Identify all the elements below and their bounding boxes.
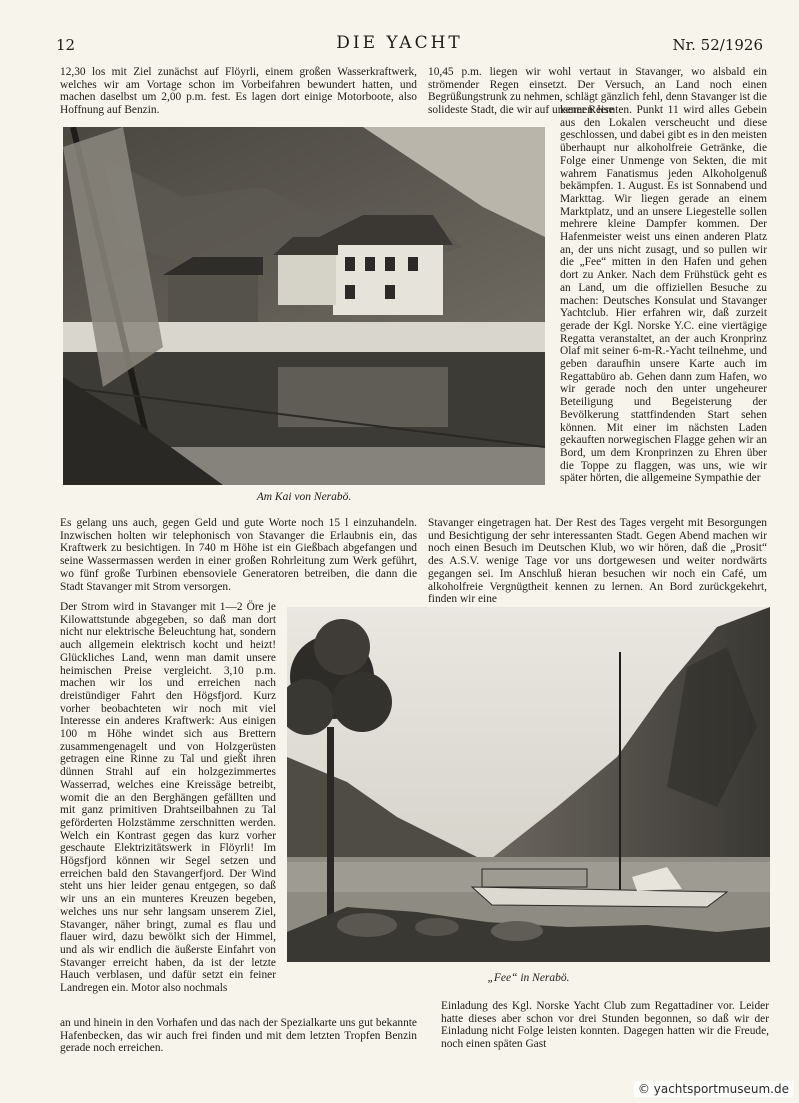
caption-quay-nerabo: Am Kai von Nerabö. <box>256 491 352 503</box>
paragraph-right-mid: Stavanger eingetragen hat. Der Rest des Tages vergeht mit Besorgungen und Besichtigung der sehr interessanten Stadt. Gegen Abend machen wir noch einen Besuch im Deutschen Klub, wo wir hören, daß die „Prosit“ des A.S.V. wenige Tage vor uns dortgewesen und weiter nordwärts gegangen sei. Im Anschluß hieran besuchen wir noch ein Café, um alkoholfreie Vergnügtheit kennen zu lernen. An Bord zurückgekehrt, finden wir eine <box>428 517 767 606</box>
watermark: © yachtsportmuseum.de <box>634 1081 793 1097</box>
page-number: 12 <box>56 36 76 54</box>
paragraph-right-bottom: Einladung des Kgl. Norske Yacht Club zum Regattadiner vor. Leider hatte dieses aber schon vor drei Stunden begonnen, so daß wir der Einladung nicht Folge leisten konnten. Dagegen hatten wir die Freude, noch einen späten Gast <box>441 1000 769 1051</box>
photo-quay-illustration <box>63 127 545 485</box>
caption-fee-nerabo: „Fee“ in Nerabö. <box>487 972 570 984</box>
paragraph-right-narrow: kennen lernten. Punkt 11 wird alles Gebein aus den Lokalen verscheucht und diese geschlossen, und dabei gibt es in den meisten überhaupt nur alkoholfreie Getränke, die Folge einer Unmenge von Sekten, die mit wahrem Fanatismus jeden Alkoholgenuß bekämpfen. 1. August. Es ist Sonnabend und Markttag. Wir liegen gerade an einem Marktplatz, und an unsere Liegestelle sollen mehrere kleine Dampfer kommen. Der Hafenmeister weist uns einen anderen Platz an, der uns nicht zusagt, und so pullen wir die „Fee“ mitten in den Hafen und gehen dort zu Anker. Nach dem Frühstück geht es an Land, um die offiziellen Besuche zu machen: Deutsches Konsulat und Stavanger Yachtclub. Hier erfahren wir, daß zurzeit gerade der Kgl. Norske Y.C. eine viertägige Regatta veranstaltet, an der auch Kronprinz Olaf mit seiner 6-m-R.-Yacht teilnehme, und geben daraufhin unsere Karte auch im Regattabüro ab. Gehen dann zum Hafen, wo wir gerade noch den unter ungeheurer Beteiligung und Begeisterung der Bevölkerung stattfindenden Start sehen können. Mit einer im nächsten Laden gekauften norwegischen Flagge gehen wir an Bord, um dem Kronprinzen zu Ehren über die Toppe zu flaggen, was uns, wie wir später hörten, die allgemeine Sympathie der <box>560 104 767 485</box>
issue-number: Nr. 52/1926 <box>672 36 763 54</box>
paragraph-left-top: 12,30 los mit Ziel zunächst auf Flöyrli, einem großen Wasserkraftwerk, welches wir am Vortage schon im Vorbeifahren bewundert hatten, und machen daselbst um 2,00 p.m. fest. Es lagen dort einige Motorboote, also Hoffnung auf Benzin. <box>60 66 417 117</box>
paragraph-right-top: 10,45 p.m. liegen wir wohl vertaut in Stavanger, wo alsbald ein strömender Regen einsetzt. Der Versuch, an Land noch einen Begrüßungstrunk zu nehmen, schlägt gänzlich fehl, denn Stavanger ist die solideste Stadt, die wir auf unserer Reise <box>428 66 767 117</box>
photo-fee-illustration <box>287 607 770 962</box>
magazine-title: DIE YACHT <box>336 33 463 53</box>
paragraph-left-mid: Es gelang uns auch, gegen Geld und gute Worte noch 15 l einzuhandeln. Inzwischen holten wir telephonisch von Stavanger die Erlaubnis ein, das Kraftwerk zu besichtigen. In 740 m Höhe ist ein Gießbach abgefangen und seine Wassermassen werden in einer großen Rohrleitung zum Werk geführt, wo fünf große Turbinen ebensoviele Generatoren betreiben, die dann die Stadt Stavanger mit Strom versorgen. <box>60 517 417 593</box>
photo-quay-nerabo <box>63 127 545 485</box>
photo-fee-nerabo <box>287 607 770 962</box>
paragraph-left-bottom: an und hinein in den Vorhafen und das nach der Spezialkarte uns gut bekannte Hafenbecken, das wir auch frei finden und mit dem letzten Tropfen Benzin gerade noch erreichen. <box>60 1017 417 1055</box>
paragraph-left-narrow: Der Strom wird in Stavanger mit 1—2 Öre je Kilowattstunde abgegeben, so daß man dort nicht nur elektrische Beleuchtung hat, sondern auch allgemein elektrisch kocht und heizt! Glückliches Land, wenn man damit unsere heimischen Preise vergleicht. 3,10 p.m. machen wir los und erreichen nach dreistündiger Fahrt den Högsfjord. Kurz vorher beobachteten wir noch mit viel Interesse ein anderes Kraftwerk: Aus einigen 100 m Höhe windet sich aus Brettern zusammengenagelt und von Holzgerüsten getragen eine Rinne zu Tal und gießt ihren dünnen Strahl auf ein holzgezimmertes Wasserrad, welches eine Kreissäge betreibt, womit die an den Berghängen gefällten und mit ganz primitiven Drahtseilbahnen zu Tal geförderten Holzstämme zerschnitten werden. Welch ein Kontrast gegen das kurz vorher geschaute Elektrizitätswerk in Flöyrli! Im Högsfjord können wir Segel setzen und erreichen bald den Stavangerfjord. Der Wind steht uns hier leider genau entgegen, so daß wir uns an ein munteres Kreuzen begeben, welches uns nur sehr langsam unserem Ziel, Stavanger, näher bringt, zumal es flau und flauer wird, dazu bewölkt sich der Himmel, und als wir endlich die äußerste Einfahrt von Stavanger erreicht haben, da ist der letzte Hauch verblasen, und dafür setzt ein feiner Landregen ein. Motor also nochmals <box>60 601 276 995</box>
